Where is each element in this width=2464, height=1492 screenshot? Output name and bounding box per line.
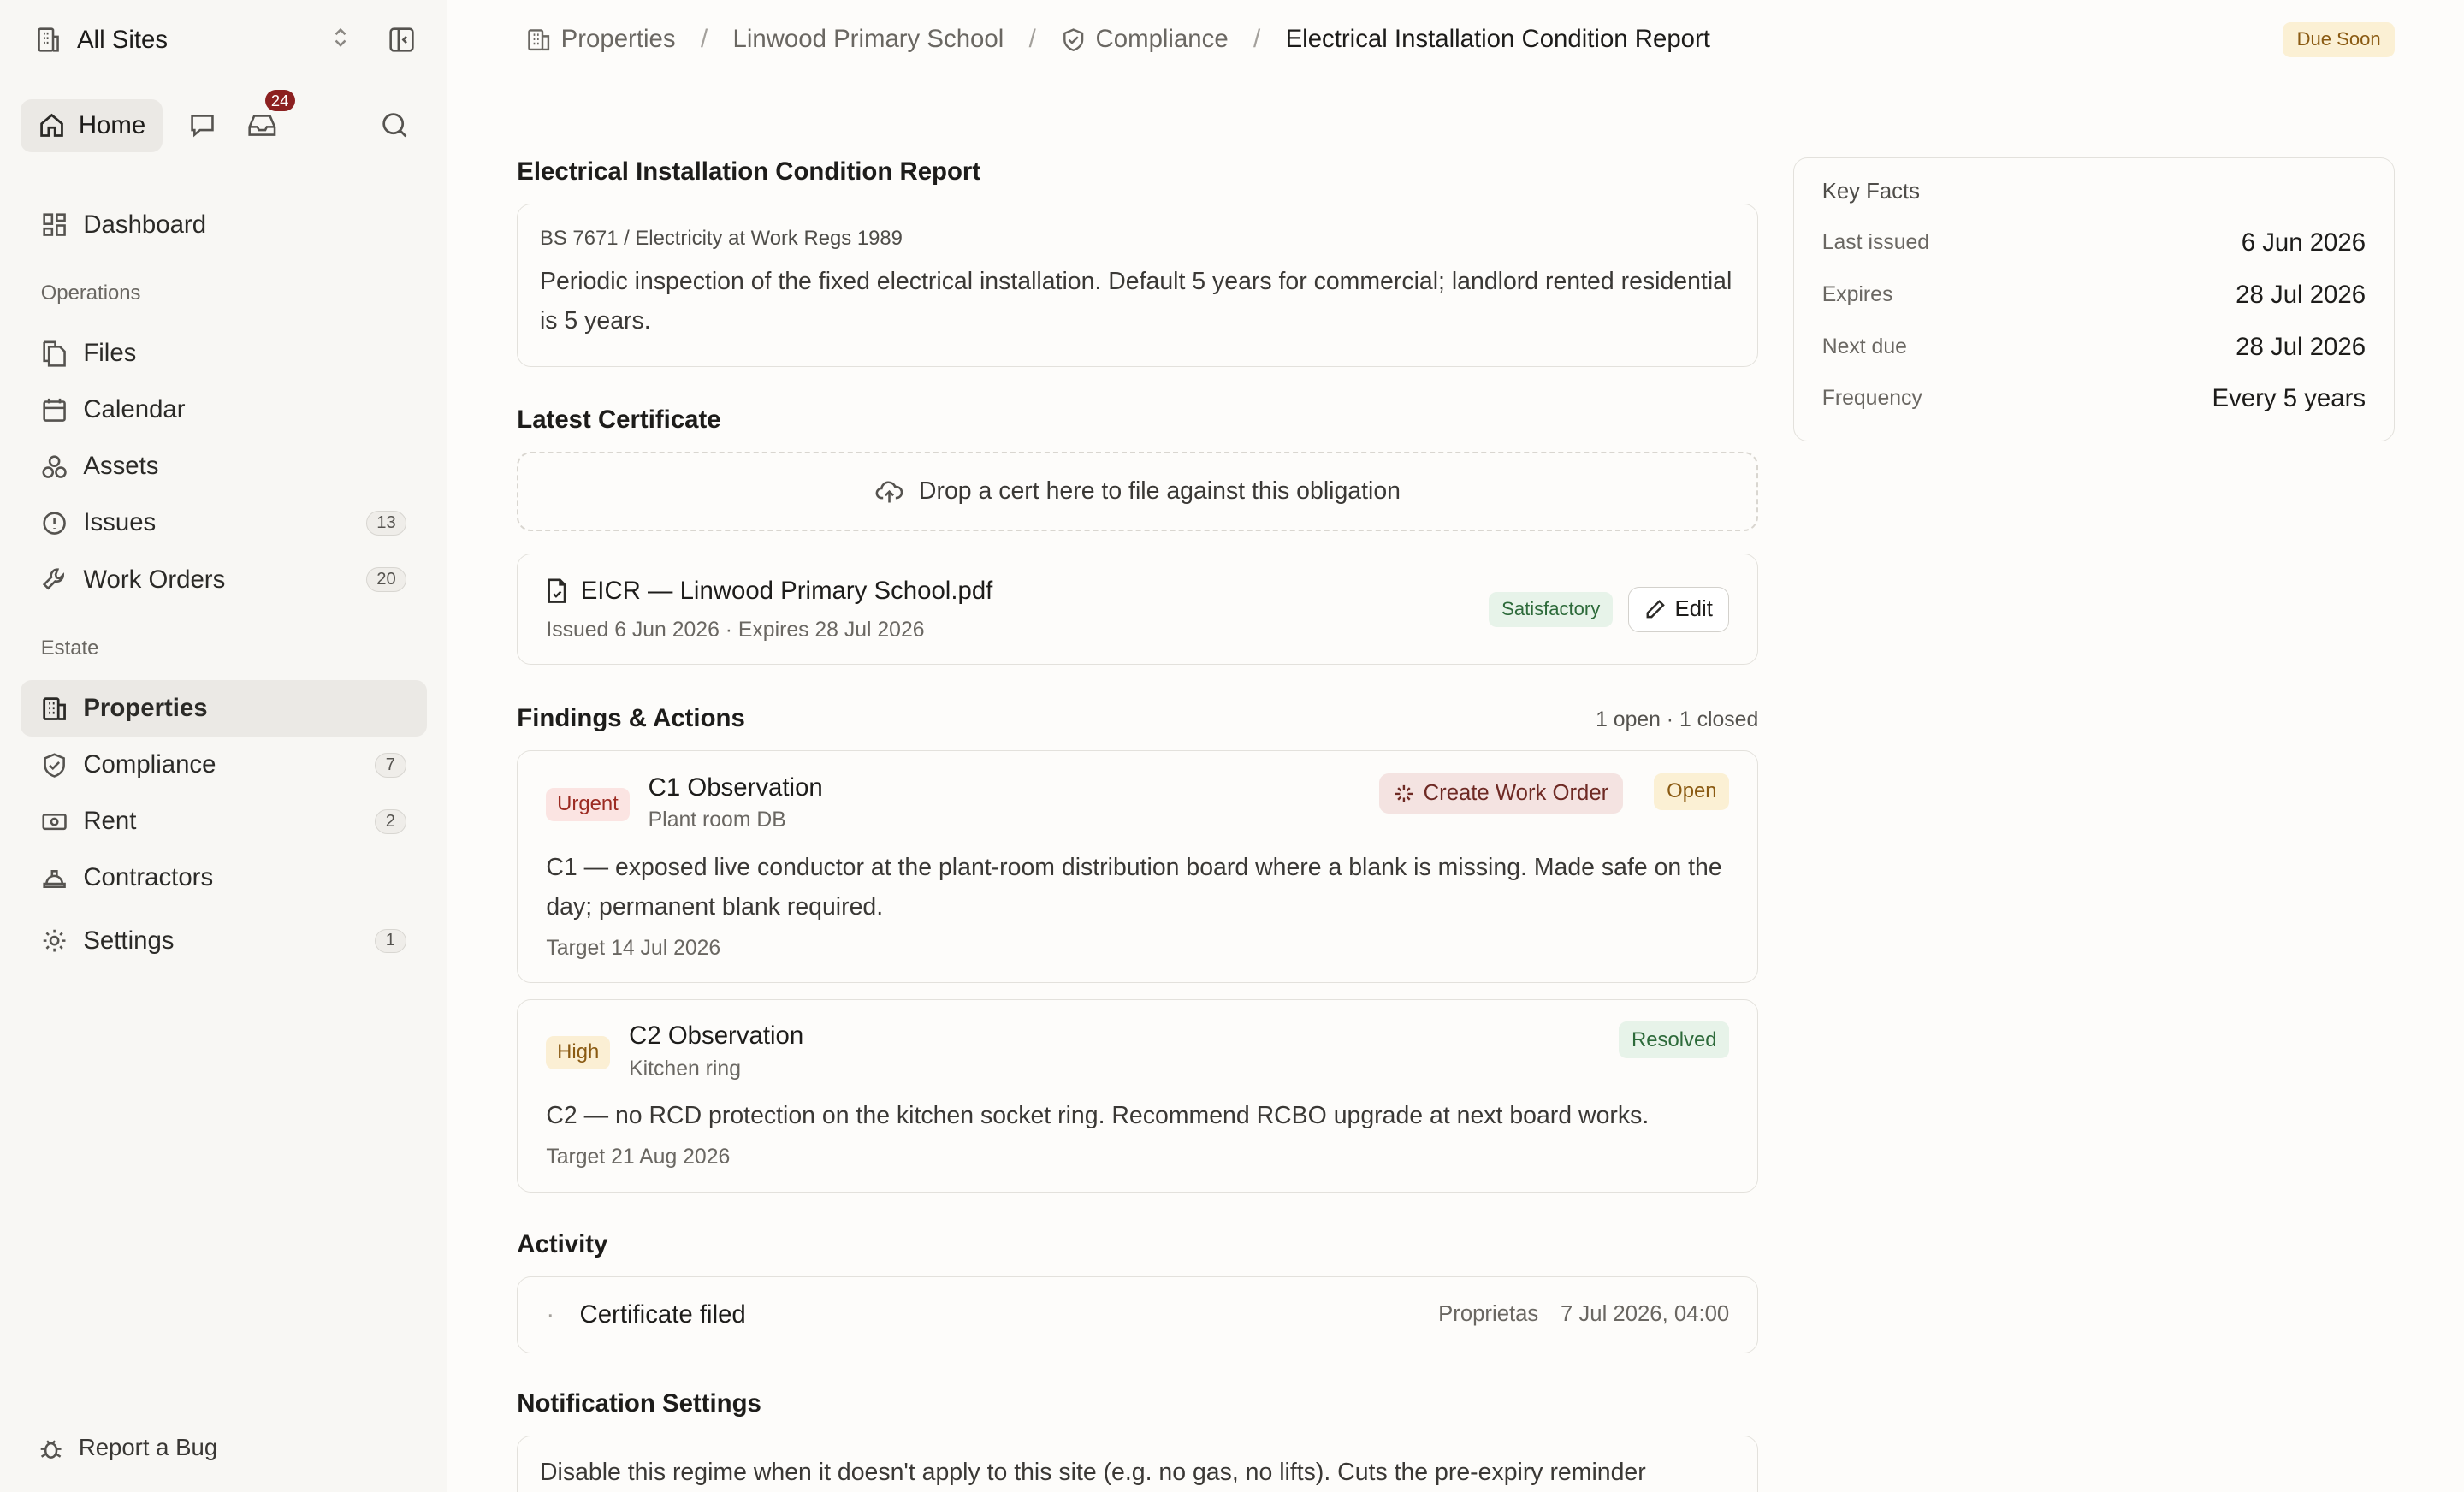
finding-status-badge: Open: [1654, 773, 1729, 810]
sidebar-item-dashboard[interactable]: [21, 197, 427, 253]
dashboard-icon: [41, 211, 68, 238]
finding-target-date: Target 21 Aug 2026: [546, 1145, 731, 1169]
notification-settings-heading: Notification Settings: [517, 1389, 761, 1418]
pencil-icon: [1645, 599, 1666, 619]
fact-label: Next due: [1821, 335, 1907, 358]
breadcrumb-properties[interactable]: [526, 25, 675, 54]
sidebar-item-label: Work Orders: [83, 565, 226, 594]
activity-item: [517, 1276, 1758, 1353]
breadcrumb-label: Properties: [560, 25, 676, 54]
create-work-order-label: Create Work Order: [1423, 781, 1609, 806]
inbox-icon[interactable]: [241, 91, 289, 146]
files-icon: [41, 340, 68, 367]
breadcrumb-label: Compliance: [1095, 25, 1229, 54]
activity-actor: Proprietas: [1438, 1302, 1539, 1327]
home-label: Home: [78, 110, 146, 139]
issues-count-badge: 13: [366, 511, 406, 536]
finding-title-block: [629, 1021, 1600, 1081]
main-content: [517, 157, 1758, 1492]
fact-value: 28 Jul 2026: [2236, 280, 2366, 309]
sidebar-nav: [0, 197, 447, 969]
bug-icon: [38, 1435, 64, 1461]
sidebar-item-label: Compliance: [83, 750, 216, 779]
sidebar-header: [0, 0, 447, 80]
report-bug-button[interactable]: [38, 1434, 217, 1461]
fact-value: 6 Jun 2026: [2241, 228, 2366, 258]
result-badge: Satisfactory: [1489, 592, 1612, 627]
sidebar-item-label: Issues: [83, 508, 157, 537]
certificate-card: [517, 554, 1758, 665]
finding-description: C2 — no RCD protection on the kitchen socket ring. Recommend RCBO upgrade at next board works.: [546, 1102, 1650, 1130]
certificate-filename: EICR — Linwood Primary School.pdf: [580, 576, 993, 605]
certificate-info: [546, 577, 1489, 642]
activity-text: Certificate filed: [579, 1300, 746, 1329]
finding-card[interactable]: [517, 750, 1758, 983]
sidebar-item-assets[interactable]: [21, 438, 427, 494]
edit-certificate-button[interactable]: [1628, 587, 1729, 632]
finding-description: C1 — exposed live conductor at the plant-room distribution board where a blank is missing. Made safe on the day; permanent blank required.: [546, 853, 1722, 921]
breadcrumb-compliance[interactable]: [1061, 25, 1229, 54]
activity-bullet: ·: [546, 1300, 555, 1329]
severity-badge: High: [546, 1036, 610, 1069]
finding-title: C1 Observation: [648, 773, 823, 802]
sidebar-item-rent[interactable]: [21, 793, 427, 850]
file-icon: [546, 578, 568, 603]
wrench-icon: [41, 566, 68, 593]
site-selector[interactable]: [34, 26, 330, 55]
breadcrumb-separator: /: [1028, 25, 1036, 54]
collapse-sidebar-icon[interactable]: [388, 26, 416, 54]
sidebar-toolbar: [0, 80, 447, 152]
sidebar-item-compliance[interactable]: [21, 737, 427, 793]
edit-label: Edit: [1674, 596, 1713, 621]
finding-title-block: [649, 773, 1360, 832]
building-icon: [34, 26, 62, 54]
fact-frequency: [1822, 373, 2366, 425]
certificate-dates: Issued 6 Jun 2026 · Expires 28 Jul 2026: [546, 618, 925, 642]
breadcrumb-separator: /: [700, 25, 708, 54]
notification-settings-text: Disable this regime when it doesn't apply to this site (e.g. no gas, no lifts). Cuts the pre-expiry reminder: [539, 1459, 1646, 1487]
findings-header: [517, 704, 1758, 733]
sidebar: [0, 0, 447, 1492]
sidebar-item-label: Assets: [83, 452, 159, 481]
hard-hat-icon: [41, 865, 68, 891]
gear-icon: [41, 927, 68, 954]
sidebar-item-label: Settings: [83, 926, 175, 955]
fact-label: Last issued: [1821, 231, 1930, 255]
sidebar-item-label: Rent: [83, 807, 137, 836]
building-icon: [41, 696, 68, 722]
sidebar-item-label: Contractors: [83, 863, 214, 892]
work-orders-count-badge: 20: [366, 567, 406, 592]
cloud-upload-icon: [875, 479, 903, 504]
dropzone-label: Drop a cert here to file against this obligation: [918, 477, 1401, 506]
inbox-count-badge: 24: [265, 90, 295, 112]
sidebar-item-calendar[interactable]: [21, 382, 427, 438]
finding-target-date: Target 14 Jul 2026: [546, 936, 721, 960]
rent-count-badge: 2: [375, 809, 406, 834]
finding-header: [546, 1021, 1729, 1081]
site-selector-label: All Sites: [76, 25, 169, 54]
section-estate: Estate: [40, 636, 99, 660]
certificate-dropzone[interactable]: [517, 452, 1758, 532]
fact-value: Every 5 years: [2212, 384, 2366, 413]
status-badge: Due Soon: [2283, 22, 2395, 57]
findings-heading: Findings & Actions: [517, 704, 745, 733]
activity-timestamp: 7 Jul 2026, 04:00: [1560, 1302, 1730, 1327]
home-button[interactable]: [21, 99, 163, 152]
messages-icon[interactable]: [181, 105, 222, 146]
sidebar-item-settings[interactable]: [21, 913, 427, 969]
chevron-updown-icon[interactable]: [331, 27, 350, 54]
sidebar-item-contractors[interactable]: [21, 850, 427, 906]
section-operations: Operations: [40, 281, 141, 305]
fact-label: Frequency: [1821, 387, 1922, 411]
findings-summary: 1 open · 1 closed: [1596, 708, 1759, 732]
sidebar-item-files[interactable]: [21, 325, 427, 382]
sparkle-icon: [1394, 784, 1414, 804]
fact-next-due: [1822, 321, 2366, 373]
breadcrumb-current: Electrical Installation Condition Report: [1285, 25, 1710, 54]
home-icon: [38, 111, 66, 139]
sidebar-item-label: Properties: [83, 694, 208, 723]
settings-count-badge: 1: [375, 929, 406, 954]
key-facts-panel: [1793, 157, 2395, 441]
calendar-icon: [41, 397, 68, 423]
alert-circle-icon: [41, 510, 68, 536]
shield-check-icon: [41, 752, 68, 779]
finding-title: C2 Observation: [629, 1021, 804, 1051]
key-facts-heading: Key Facts: [1821, 180, 1920, 204]
latest-certificate-heading: Latest Certificate: [517, 405, 721, 434]
notification-settings-card: [517, 1436, 1758, 1492]
breadcrumb-separator: /: [1253, 25, 1261, 54]
page-title: Electrical Installation Condition Report: [517, 157, 981, 186]
regime-description-card: [517, 204, 1758, 368]
severity-badge: Urgent: [546, 788, 629, 821]
finding-location: Kitchen ring: [629, 1057, 741, 1081]
breadcrumb-school[interactable]: Linwood Primary School: [732, 25, 1004, 54]
fact-last-issued: [1822, 217, 2366, 269]
finding-location: Plant room DB: [648, 808, 786, 832]
regime-description: Periodic inspection of the fixed electrical installation. Default 5 years for commercial; landlord rented residential is 5 years.: [539, 268, 1732, 335]
sidebar-item-issues[interactable]: [21, 494, 427, 551]
compliance-count-badge: 7: [375, 753, 406, 778]
finding-status-badge: Resolved: [1619, 1021, 1729, 1058]
fact-expires: [1822, 269, 2366, 322]
finding-card[interactable]: [517, 999, 1758, 1193]
finding-header: [546, 773, 1729, 832]
sidebar-item-label: Calendar: [83, 395, 186, 424]
activity-heading: Activity: [517, 1229, 608, 1258]
shield-check-icon: [1061, 27, 1086, 52]
report-bug-label: Report a Bug: [78, 1434, 218, 1461]
regulation-reference: BS 7671 / Electricity at Work Regs 1989: [539, 226, 903, 250]
breadcrumb: [447, 0, 2463, 80]
sidebar-item-label: Dashboard: [83, 210, 207, 239]
banknote-icon: [41, 808, 68, 835]
sidebar-item-work-orders[interactable]: [21, 552, 427, 608]
assets-icon: [41, 453, 68, 480]
certificate-file-link[interactable]: [546, 577, 1489, 606]
sidebar-item-label: Files: [83, 339, 137, 368]
fact-value: 28 Jul 2026: [2236, 332, 2366, 361]
create-work-order-button[interactable]: [1379, 773, 1623, 814]
sidebar-item-properties[interactable]: [21, 680, 427, 737]
building-icon: [526, 27, 551, 52]
fact-label: Expires: [1821, 282, 1893, 306]
search-icon[interactable]: [375, 105, 416, 146]
